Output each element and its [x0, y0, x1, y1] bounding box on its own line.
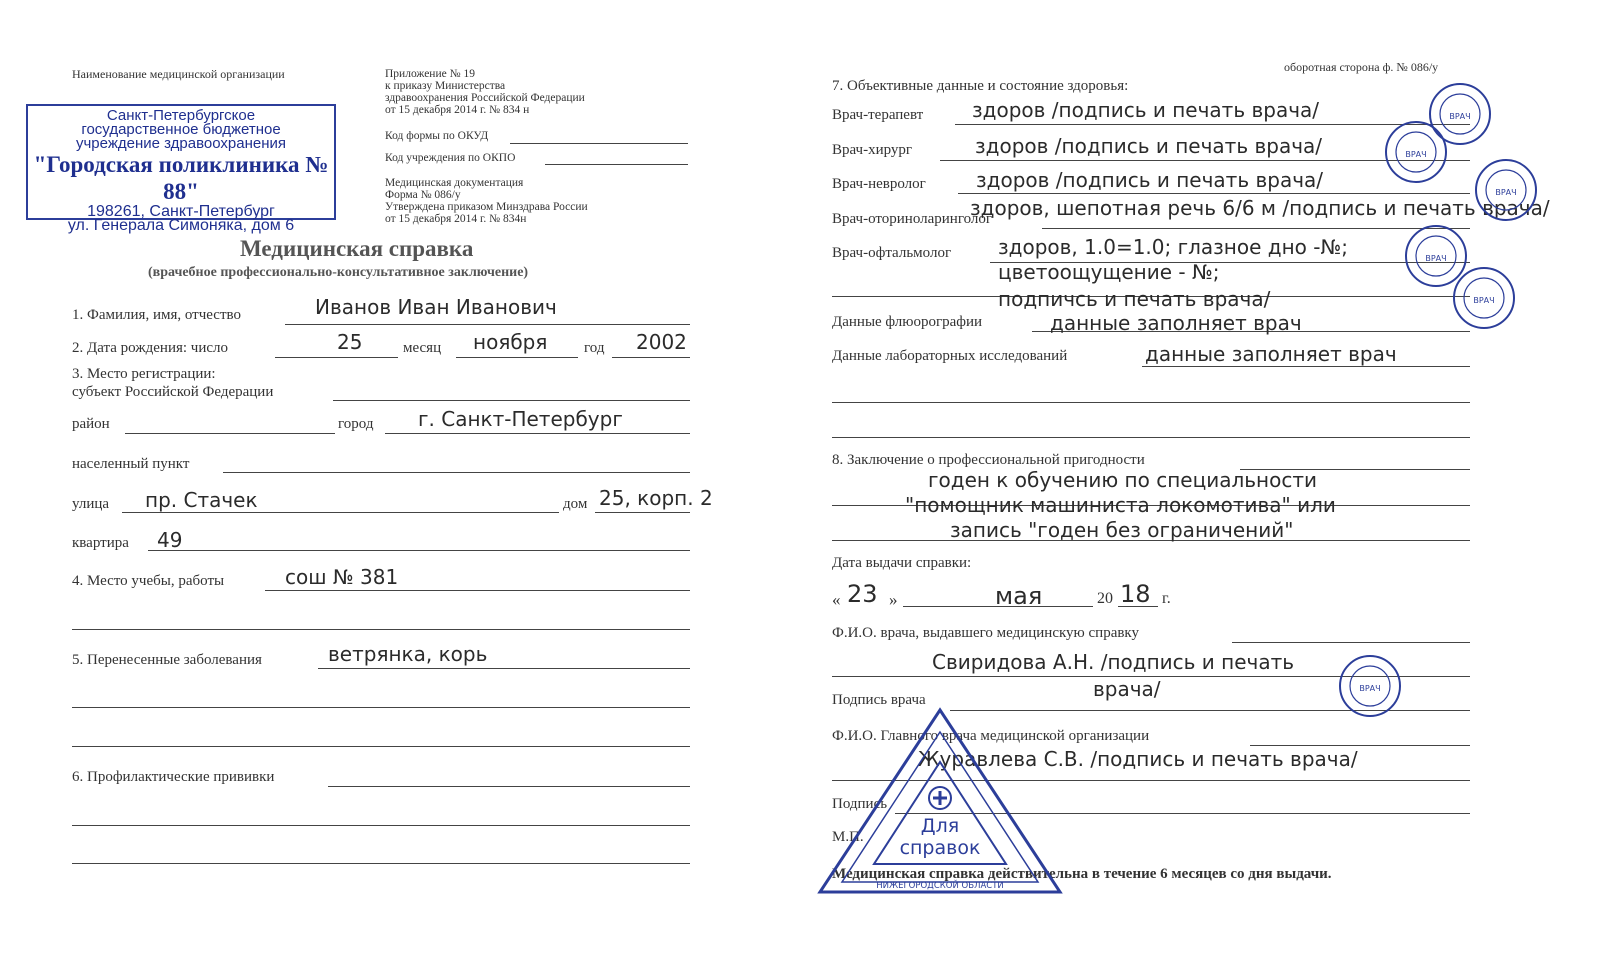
- birth-month-value: ноября: [473, 330, 548, 354]
- chief-fio-label: Ф.И.О. Главного врача медицинской организации: [832, 728, 1150, 744]
- ent-value: здоров, шепотная речь 6/6 м /подпись и печать врача/: [970, 196, 1550, 220]
- street-label: улица: [72, 496, 110, 512]
- conclusion-value: годен к обучению по специальности: [928, 468, 1317, 492]
- doctor-sign-label: Подпись врача: [832, 692, 926, 708]
- doctor-stamp-text: ВРАЧ: [1425, 254, 1447, 263]
- apartment-value: 49: [157, 528, 183, 552]
- chief-fio-value: Журавлева С.В. /подпись и печать врача/: [918, 747, 1358, 771]
- conclusion-value: "помощник машиниста локомотива" или: [905, 493, 1336, 517]
- org-stamp-name: "Городская поликлиника № 88": [33, 152, 329, 204]
- study-work-value: сош № 381: [285, 565, 399, 589]
- subject-label: субъект Российской Федерации: [72, 384, 274, 400]
- document-subtitle: (врачебное профессионально-консультативное заключение): [148, 265, 529, 280]
- apartment-label: квартира: [72, 535, 129, 551]
- doctor-stamp: [1452, 266, 1516, 330]
- study-work-label: 4. Место учебы, работы: [72, 573, 225, 589]
- district-label: район: [72, 416, 110, 432]
- city-value: г. Санкт-Петербург: [418, 407, 623, 431]
- lab-label: Данные лабораторных исследований: [832, 348, 1068, 364]
- ophthalmologist-value: подпичсь и печать врача/: [998, 287, 1271, 311]
- appendix-line: здравоохранения Российской Федерации: [385, 92, 585, 104]
- appendix-line: от 15 декабря 2014 г. № 834 н: [385, 104, 530, 116]
- org-stamp-address: ул. Генерала Симоняка, дом 6: [67, 217, 295, 234]
- validity-note: Медицинская справка действительна в течение 6 месяцев со дня выдачи.: [832, 866, 1332, 882]
- appendix-line: Медицинская документация: [385, 177, 524, 189]
- issue-open-quote: «: [832, 590, 841, 609]
- document-title: Медицинская справка: [240, 236, 474, 261]
- issue-date-label: Дата выдачи справки:: [832, 555, 972, 571]
- doctor-fio-value: Свиридова А.Н. /подпись и печать: [932, 650, 1295, 674]
- triangle-stamp: [816, 706, 1064, 896]
- organization-stamp: [26, 104, 336, 234]
- diseases-value: ветрянка, корь: [328, 642, 488, 666]
- doctor-stamp: [1338, 654, 1402, 718]
- issue-day-value: 23: [847, 580, 878, 608]
- okud-label: Код формы по ОКУД: [385, 130, 489, 142]
- fluorography-label: Данные флюорографии: [832, 314, 983, 330]
- ophthalmologist-value: здоров, 1.0=1.0; глазное дно -№;: [998, 235, 1349, 259]
- registration-label: 3. Место регистрации:: [72, 366, 216, 382]
- triangle-stamp-line: справок: [899, 837, 981, 859]
- vaccinations-label: 6. Профилактические прививки: [72, 769, 275, 785]
- lab-value: данные заполняет врач: [1145, 342, 1397, 366]
- reverse-side-note: оборотная сторона ф. № 086/у: [1284, 60, 1439, 74]
- appendix-line: Приложение № 19: [385, 68, 475, 80]
- doctor-fio-value: врача/: [1093, 677, 1161, 701]
- therapist-value: здоров /подпись и печать врача/: [972, 98, 1320, 122]
- therapist-label: Врач-терапевт: [832, 107, 924, 123]
- birth-day-value: 25: [337, 330, 363, 354]
- org-stamp-line: учреждение здравоохранения: [75, 135, 287, 152]
- city-label: город: [338, 416, 374, 432]
- birth-year-value: 2002: [636, 330, 687, 354]
- okpo-label: Код учреждения по ОКПО: [385, 152, 516, 164]
- house-label: дом: [563, 496, 588, 512]
- org-name-label: Наименование медицинской организации: [72, 67, 285, 81]
- section8-label: 8. Заключение о профессиональной пригодности: [832, 452, 1145, 468]
- neurologist-label: Врач-невролог: [832, 176, 926, 192]
- issue-month-value: мая: [995, 582, 1043, 610]
- org-stamp-line: государственное бюджетное: [81, 121, 281, 138]
- doctor-stamp-text: ВРАЧ: [1405, 150, 1427, 159]
- org-stamp-line: Санкт-Петербургское: [106, 107, 256, 124]
- fio-label: 1. Фамилия, имя, отчество: [72, 307, 241, 323]
- appendix-line: к приказу Министерства: [385, 80, 506, 92]
- section7-label: 7. Объективные данные и состояние здоровья:: [832, 78, 1129, 94]
- issue-year-suffix: г.: [1162, 590, 1171, 607]
- org-stamp-address: 198261, Санкт-Петербург: [87, 203, 275, 220]
- doctor-stamp-text: ВРАЧ: [1495, 188, 1517, 197]
- issue-year-prefix: 20: [1097, 590, 1113, 607]
- issue-close-quote: »: [889, 590, 898, 609]
- triangle-stamp-line: Для: [920, 815, 960, 837]
- sign-label: Подпись: [832, 796, 888, 812]
- doctor-stamp: [1474, 158, 1538, 222]
- triangle-stamp-bottom: НИЖЕГОРОДСКОЙ ОБЛАСТИ: [876, 881, 1004, 891]
- neurologist-value: здоров /подпись и печать врача/: [976, 168, 1324, 192]
- doctor-fio-label: Ф.И.О. врача, выдавшего медицинскую справку: [832, 625, 1140, 641]
- appendix-line: от 15 декабря 2014 г. № 834н: [385, 213, 527, 225]
- fluorography-value: данные заполняет врач: [1050, 311, 1302, 335]
- birth-year-label: год: [584, 340, 605, 356]
- appendix-line: Форма № 086/у: [385, 189, 461, 201]
- fio-value: Иванов Иван Иванович: [315, 295, 557, 319]
- birth-month-label: месяц: [403, 340, 442, 356]
- surgeon-value: здоров /подпись и печать врача/: [975, 134, 1323, 158]
- doctor-stamp: [1384, 120, 1448, 184]
- doctor-stamp-text: ВРАЧ: [1473, 296, 1495, 305]
- surgeon-label: Врач-хирург: [832, 142, 913, 158]
- mp-label: М.П.: [832, 829, 864, 845]
- ent-label: Врач-оториноларинголог: [832, 211, 993, 227]
- conclusion-value: запись "годен без ограничений": [950, 518, 1294, 542]
- doctor-stamp-text: ВРАЧ: [1359, 684, 1381, 693]
- street-value: пр. Стачек: [145, 488, 258, 512]
- settlement-label: населенный пункт: [72, 456, 190, 472]
- appendix-line: Утверждена приказом Минздрава России: [385, 201, 588, 213]
- issue-year-value: 18: [1120, 580, 1151, 608]
- diseases-label: 5. Перенесенные заболевания: [72, 652, 262, 668]
- house-value: 25, корп. 2: [599, 486, 713, 510]
- ophthalmologist-value: цветоощущение - №;: [998, 260, 1220, 284]
- birth-date-label: 2. Дата рождения: число: [72, 340, 229, 356]
- ophthalmologist-label: Врач-офтальмолог: [832, 245, 952, 261]
- doctor-stamp-text: ВРАЧ: [1449, 112, 1471, 121]
